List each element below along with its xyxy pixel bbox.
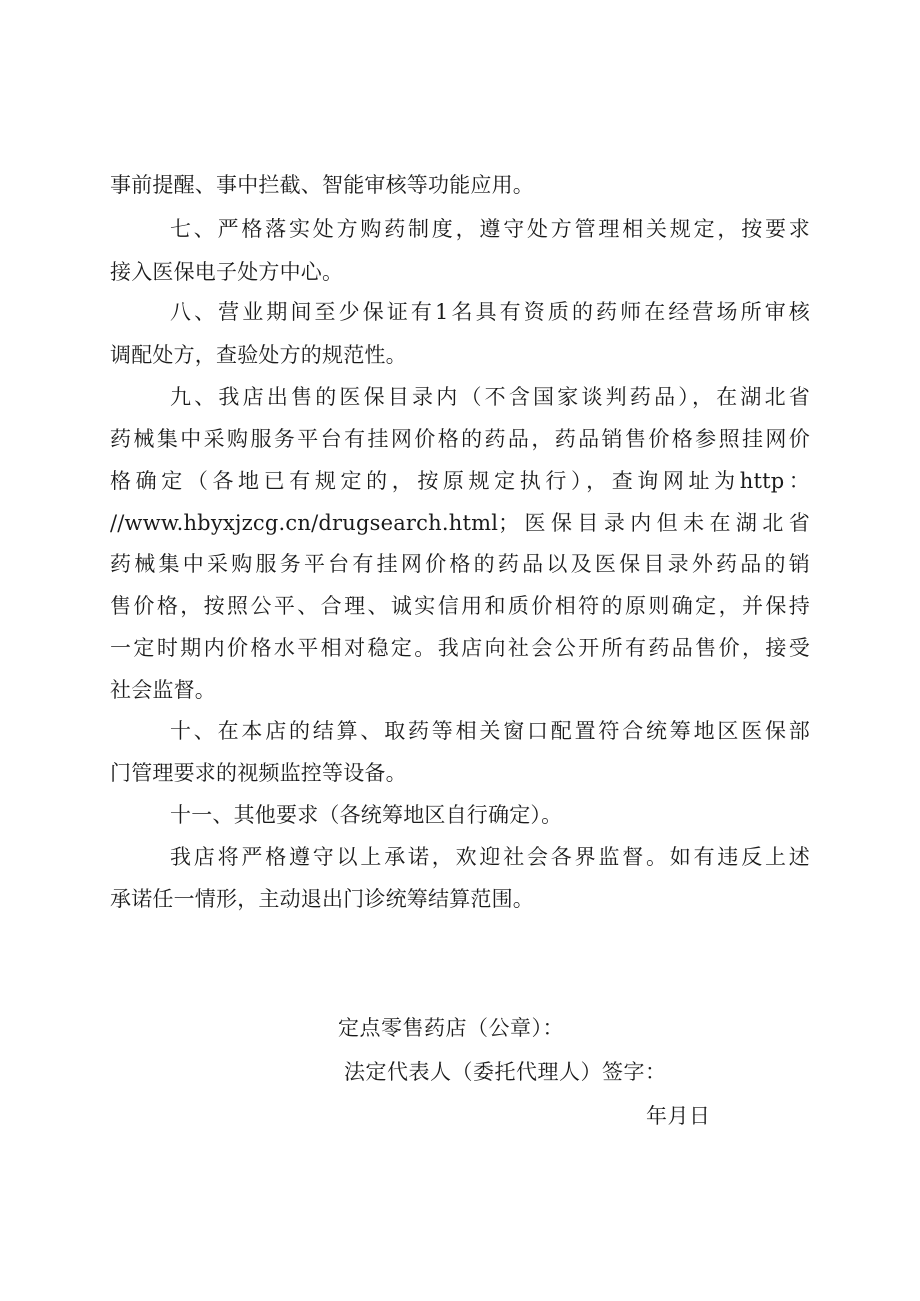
clause-9-line-6: 售价格，按照公平、合理、诚实信用和质价相符的原则确定，并保持 (110, 594, 810, 618)
clause-8-line-2: 调配处方，查验处方的规范性。 (110, 343, 407, 367)
clause-9-line-1: 九、我店出售的医保目录内（不含国家谈判药品），在湖北省 (170, 385, 810, 409)
clause-9-line-2: 药械集中采购服务平台有挂网价格的药品，药品销售价格参照挂网价 (110, 427, 810, 451)
clause-9-url-line: //www.hbyxjzcg.cn/drugsearch.html；医保目录内但未在湖北省 (110, 511, 810, 535)
clause-11-line: 十一、其他要求（各统筹地区自行确定）。 (170, 803, 563, 827)
clause-10-line-2: 门管理要求的视频监控等设备。 (110, 761, 407, 785)
closing-line-2: 承诺任一情形，主动退出门诊统筹结算范围。 (110, 887, 534, 911)
paragraph-line: 事前提醒、事中拦截、智能审核等功能应用。 (110, 173, 534, 197)
pharmacy-seal-label: 定点零售药店（公章）： (338, 1016, 564, 1040)
clause-9-line-5: 药械集中采购服务平台有挂网价格的药品以及医保目录外药品的销 (110, 552, 810, 576)
clause-9-line-8: 社会监督。 (110, 678, 216, 702)
closing-line-1: 我店将严格遵守以上承诺，欢迎社会各界监督。如有违反上述 (170, 845, 810, 869)
clause-10-line-1: 十、在本店的结算、取药等相关窗口配置符合统筹地区医保部 (170, 719, 810, 743)
clause-7-line-2: 接入医保电子处方中心。 (110, 260, 344, 284)
date-label: 年月日 (646, 1104, 711, 1128)
clause-7-line-1: 七、严格落实处方购药制度，遵守处方管理相关规定，按要求 (170, 217, 810, 241)
clause-8-line-1: 八、营业期间至少保证有1名具有资质的药师在经营场所审核 (170, 300, 810, 324)
clause-9-line-3: 格确定（各地已有规定的，按原规定执行），查询网址为http： (110, 469, 810, 493)
clause-9-line-7: 一定时期内价格水平相对稳定。我店向社会公开所有药品售价，接受 (110, 636, 810, 660)
representative-signature-label: 法定代表人（委托代理人）签字： (344, 1060, 667, 1084)
